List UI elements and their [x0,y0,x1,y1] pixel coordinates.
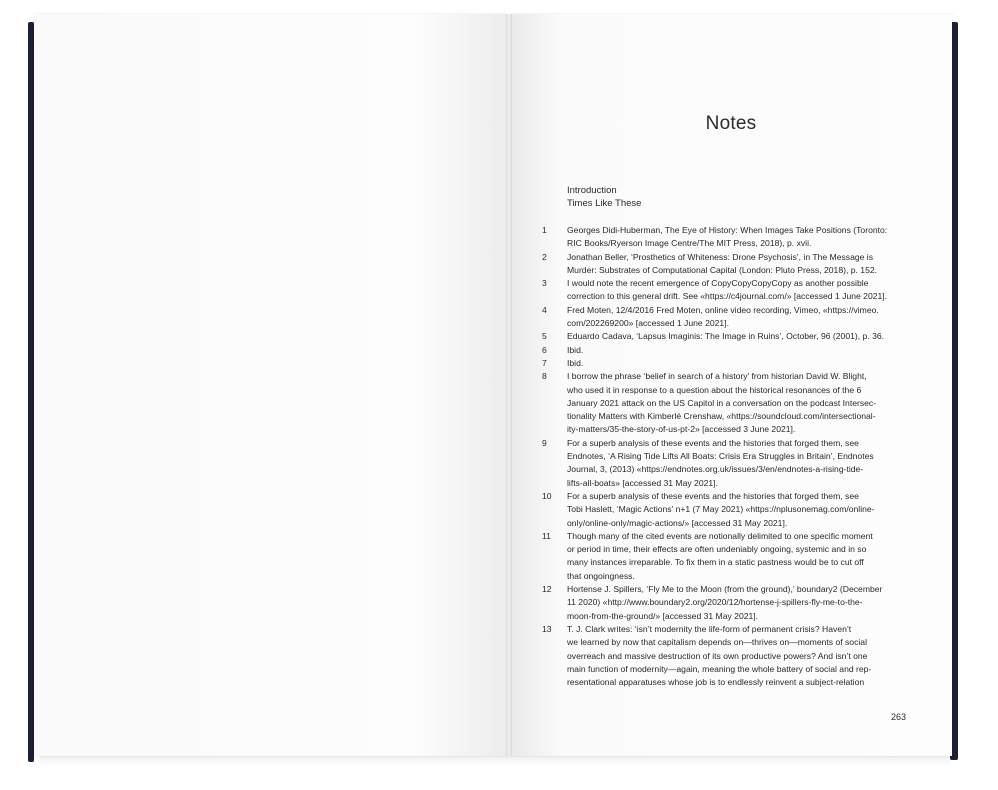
note-item [542,277,912,304]
note-text [567,344,912,357]
note-text-line: Ibid. [567,357,584,368]
note-text-line: resentational apparatuses whose job is to endlessly reinvent a subject-relation [567,677,865,688]
note-text-line: com/202269200» [accessed 1 June 2021]. [567,318,729,329]
note-item [542,623,912,689]
note-text-line: Fred Moten, 12/4/2016 Fred Moten, online video recording, Vimeo, «https://vimeo. [567,304,879,315]
note-text [567,330,912,343]
note-text-line: Hortense J. Spillers, ‘Fly Me to the Moon (from the ground),’ boundary2 (December [567,584,883,595]
note-item [542,530,912,583]
note-text [567,623,912,689]
note-text [567,437,912,490]
note-text-line: that ongoingness. [567,570,635,581]
note-item [542,357,912,370]
note-text [567,251,912,278]
note-text-line: correction to this general drift. See «https://c4journal.com/» [accessed 1 June 2021]. [567,291,888,302]
note-text-line: For a superb analysis of these events and the histories that forged them, see [567,437,859,448]
note-text-line: I would note the recent emergence of CopyCopyCopyCopy as another possible [567,278,869,289]
note-number: 1 [542,225,547,235]
note-text-line: moon-from-the-ground/» [accessed 31 May 2021]. [567,610,759,621]
note-text-line: Eduardo Cadava, ‘Lapsus Imaginis: The Image in Ruins’, October, 96 (2001), p. 36. [567,331,885,342]
note-text [567,304,912,331]
note-number: 4 [542,304,547,315]
notes-list [542,224,912,689]
note-number: 11 [542,530,551,541]
note-item [542,304,912,331]
section-heading [567,184,641,210]
note-text-line: Endnotes, ‘A Rising Tide Lifts All Boats: Crisis Era Struggles in Britain’, Endnotes [567,451,874,462]
note-text [567,583,912,623]
note-text-line: overreach and massive destruction of its own productive powers? And isn’t one [567,650,868,661]
note-text [567,370,912,436]
note-item [542,344,912,357]
note-text-line: main function of modernity—again, meaning the whole battery of social and rep- [567,663,872,674]
note-text [567,224,912,251]
left-page-blank [34,14,508,756]
note-text-line: only/online-only/magic-actions/» [accessed 31 May 2021]. [567,517,788,528]
note-text-line: Georges Didi-Huberman, The Eye of History: When Images Take Positions (Toronto: [567,225,888,235]
note-number: 9 [542,437,547,448]
note-text [567,357,912,370]
note-item [542,330,912,343]
note-text-line: I borrow the phrase ‘belief in search of a history’ from historian David W. Blight, [567,371,867,382]
note-text [567,490,912,530]
note-item [542,437,912,490]
note-text-line: who used it in response to a question about the historical resonances of the 6 [567,384,862,395]
note-text-line: Journal, 3, (2013) «https://endnotes.org.uk/issues/3/en/endnotes-a-rising-tide- [567,464,864,475]
note-text [567,530,912,583]
note-text-line: or period in time, their effects are often undeniably ongoing, systemic and in so [567,544,867,555]
note-item [542,370,912,436]
note-text-line: Ibid. [567,344,584,355]
note-text [567,277,912,304]
note-number: 3 [542,278,547,289]
note-text-line: ity-matters/35-the-story-of-us-pt-2» [accessed 3 June 2021]. [567,424,796,435]
note-text-line: we learned by now that capitalism depends on—thrives on—moments of social [567,637,867,648]
note-item [542,224,912,251]
note-text-line: January 2021 attack on the US Capitol in a conversation on the podcast Intersec- [567,397,877,408]
note-text-line: For a superb analysis of these events and the histories that forged them, see [567,490,859,501]
note-text-line: RIC Books/Ryerson Image Centre/The MIT Press, 2018), p. xvii. [567,238,812,249]
note-text-line: Murder: Substrates of Computational Capital (London: Pluto Press, 2018), p. 152. [567,264,878,275]
note-item [542,583,912,623]
page-number: 263 [890,712,906,722]
note-text-line: lifts-all-boats» [accessed 31 May 2021]. [567,477,718,488]
note-item [542,251,912,278]
note-text-line: tionality Matters with Kimberlé Crenshaw, «https://soundcloud.com/intersectional- [567,411,876,422]
note-number: 13 [542,623,552,634]
note-number: 6 [542,344,547,355]
note-text-line: Tobi Haslett, ‘Magic Actions’ n+1 (7 May 2021) «https://nplusonemag.com/online- [567,504,875,515]
page-title: Notes [705,113,757,134]
note-text-line: many instances irreparable. To fix them in a static pastness would be to cut off [567,557,864,568]
note-number: 10 [542,490,552,501]
note-number: 2 [542,251,547,262]
note-number: 12 [542,584,552,595]
section-heading-line: Times Like These [567,198,642,209]
note-text-line: Though many of the cited events are notionally delimited to one specific moment [567,530,873,541]
section-heading-line: Introduction [567,185,617,196]
note-text-line: 11 2020) «http://www.boundary2.org/2020/12/hortense-j-spillers-fly-me-to-the- [567,597,863,608]
note-number: 8 [542,371,547,382]
note-number: 7 [542,357,547,368]
note-text-line: Jonathan Beller, ‘Prosthetics of Whiteness: Drone Psychosis’, in The Message is [567,251,874,262]
note-item [542,490,912,530]
note-number: 5 [542,331,547,342]
note-text-line: T. J. Clark writes: ‘isn’t modernity the life-form of permanent crisis? Haven’t [567,623,852,634]
